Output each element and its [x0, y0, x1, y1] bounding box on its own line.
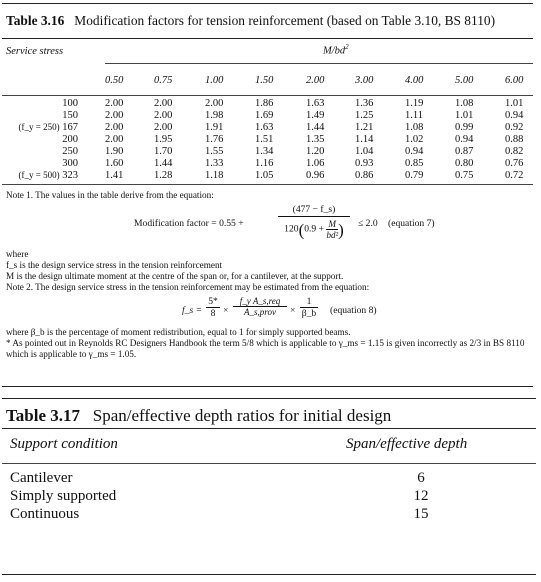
ratio-cell: 6 [417, 470, 425, 486]
factor-cell: 1.02 [405, 134, 424, 145]
factor-cell: 0.72 [505, 170, 524, 181]
service-stress-cell [2, 146, 78, 157]
ratio-cell: 15 [413, 506, 429, 522]
column-header: 5.00 [455, 75, 474, 86]
eq7-rhs: ≤ 2.0 [358, 218, 378, 229]
table-number: Table 3.16 [6, 13, 65, 28]
factor-cell: 0.94 [405, 146, 424, 157]
factor-cell: 2.00 [105, 122, 124, 133]
equation-8 [2, 293, 533, 327]
factor-cell: 0.99 [455, 122, 474, 133]
factor-cell: 1.01 [455, 110, 474, 121]
factor-cell: 1.35 [306, 134, 325, 145]
eq7-tag: (equation 7) [388, 218, 435, 229]
eq8-times-2: × [290, 305, 296, 316]
service-stress-cell [2, 98, 78, 109]
column-header: 1.00 [205, 75, 224, 86]
factor-cell: 2.00 [105, 134, 124, 145]
eq8-times-1: × [223, 305, 229, 316]
table-row [2, 110, 533, 122]
yield-note: (f_y = 250) [18, 122, 60, 132]
column-header: 2.00 [306, 75, 325, 86]
factor-cell: 1.08 [455, 98, 474, 109]
factor-cell: 1.63 [255, 122, 274, 133]
definitions-block [2, 249, 533, 293]
eq7-denominator: 120(0.9 + $\frac{M}{\text{bd²}}$ ) [278, 216, 350, 241]
factor-cell: 1.05 [255, 170, 274, 181]
eq8-fraction-1: $\frac{5*}{8}$ [206, 296, 220, 319]
eq8-fraction-2: f_y A_s,req A_s,prov [233, 296, 287, 317]
table-3-17-bottom-rule [2, 574, 536, 575]
stress-value: 323 [62, 170, 78, 181]
stress-value: 250 [62, 146, 78, 157]
yield-note: (f_y = 500) [18, 170, 60, 180]
note-1: Note 1. The values in the table derive from the equation: [6, 190, 214, 200]
table-caption-3-17 [2, 398, 536, 429]
factor-cell: 2.00 [154, 122, 173, 133]
table-3-17 [2, 398, 536, 534]
table-body [2, 96, 533, 184]
factor-cell: 1.25 [355, 110, 374, 121]
factor-cell: 2.00 [154, 98, 173, 109]
factor-cell: 1.55 [205, 146, 224, 157]
factor-cell: 1.11 [405, 110, 423, 121]
table-row [2, 134, 533, 146]
table-row [2, 146, 533, 158]
table-title-3-17: Span/effective depth ratios for initial design [92, 406, 392, 425]
stress-value: 167 [62, 122, 78, 133]
factor-cell: 0.79 [405, 170, 424, 181]
where-label: where [6, 249, 29, 259]
definition-m: M is the design ultimate moment at the centre of the span or, for a cantilever, at the support. [6, 271, 344, 281]
support-condition-header: Support condition [10, 436, 118, 452]
factor-cell: 1.14 [355, 134, 374, 145]
factor-cell: 1.63 [306, 98, 325, 109]
column-header: 0.50 [105, 75, 124, 86]
footnote-block [2, 327, 533, 360]
table-row [2, 158, 533, 170]
column-header: 4.00 [405, 75, 424, 86]
support-condition-cell: Simply supported [10, 488, 117, 504]
factor-cell: 1.16 [255, 158, 274, 169]
definition-fs: f_s is the design service stress in the tension reinforcement [6, 260, 223, 270]
factor-cell: 1.41 [105, 170, 124, 181]
stress-value: 200 [62, 134, 78, 145]
factor-cell: 0.94 [455, 134, 474, 145]
factor-cell: 1.76 [205, 134, 224, 145]
stress-value: 300 [62, 158, 78, 169]
factor-cell: 0.82 [505, 146, 524, 157]
table-row [2, 122, 533, 134]
column-header: 3.00 [355, 75, 374, 86]
header-row-1 [2, 39, 533, 63]
factor-cell: 2.00 [105, 110, 124, 121]
factor-cell: 0.93 [355, 158, 374, 169]
factor-cell: 1.60 [105, 158, 124, 169]
factor-cell: 1.51 [255, 134, 274, 145]
factor-cell: 0.94 [505, 110, 524, 121]
factor-cell: 1.08 [405, 122, 424, 133]
factor-cell: 1.01 [505, 98, 524, 109]
factor-cell: 1.04 [355, 146, 374, 157]
table-row [2, 98, 533, 110]
note-2: Note 2. The design service stress in the tension reinforcement may be estimated from the equation: [6, 282, 370, 292]
eq8-fraction-3: $\frac{1}{\beta\_b}$ [301, 296, 317, 319]
factor-cell: 1.70 [154, 146, 173, 157]
factor-cell: 2.00 [105, 98, 124, 109]
table-3-16 [2, 3, 533, 360]
factor-cell: 0.76 [505, 158, 524, 169]
footnote: * As pointed out in Reynolds RC Designers Handbook the term 5/8 which is applicable to γ_ms = 1.15 is given incorrectly as 2/3 in BS 8110 which is applicable to γ_ms = 1.05. [6, 338, 525, 359]
support-condition-cell: Continuous [10, 506, 80, 522]
factor-cell: 1.86 [255, 98, 274, 109]
factor-cell: 1.98 [205, 110, 224, 121]
definition-beta: where β_b is the percentage of moment redistribution, equal to 1 for simply supported beams. [6, 327, 351, 337]
factor-cell: 1.69 [255, 110, 274, 121]
eq8-tag: (equation 8) [330, 305, 377, 316]
table-caption [2, 3, 533, 39]
factor-cell: 1.91 [205, 122, 224, 133]
column-header: 6.00 [505, 75, 524, 86]
support-condition-cell: Cantilever [10, 470, 73, 486]
column-header: 1.50 [255, 75, 274, 86]
service-stress-cell [2, 158, 78, 169]
stress-value: 150 [62, 110, 78, 121]
factor-cell: 1.21 [355, 122, 374, 133]
factor-cell: 0.87 [455, 146, 474, 157]
table-number-3-17: Table 3.17 [6, 406, 81, 425]
factor-cell: 1.90 [105, 146, 124, 157]
notes-block [2, 190, 533, 201]
factor-cell: 1.95 [154, 134, 173, 145]
factor-cell: 1.06 [306, 158, 325, 169]
factor-cell: 1.28 [154, 170, 173, 181]
factor-cell: 0.96 [306, 170, 325, 181]
factor-cell: 1.19 [405, 98, 424, 109]
service-stress-header: Service stress [6, 46, 64, 57]
factor-cell: 1.36 [355, 98, 374, 109]
column-header-row [2, 63, 533, 96]
factor-cell: 0.88 [505, 134, 524, 145]
factor-cell: 0.92 [505, 122, 524, 133]
service-stress-cell [2, 134, 78, 145]
factor-cell: 1.20 [306, 146, 325, 157]
factor-cell: 1.44 [306, 122, 325, 133]
factor-cell: 1.34 [255, 146, 274, 157]
factor-cell: 0.75 [455, 170, 474, 181]
table-title: Modification factors for tension reinforcement (based on Table 3.10, BS 8110) [74, 13, 496, 28]
service-stress-cell [2, 110, 78, 121]
table-3-16-end-rule [2, 386, 533, 387]
eq7-lhs: Modification factor = 0.55 + [134, 218, 244, 229]
factor-cell: 1.18 [205, 170, 224, 181]
table-row [2, 170, 533, 182]
factor-cell: 0.85 [405, 158, 424, 169]
service-stress-cell [2, 122, 78, 133]
factor-cell: 1.49 [306, 110, 325, 121]
factor-cell: 1.33 [205, 158, 224, 169]
service-stress-cell [2, 170, 78, 181]
table-body-3-17 [2, 464, 536, 534]
factor-cell: 1.44 [154, 158, 173, 169]
eq8-lhs: f_s = [182, 305, 203, 316]
ratio-cell: 12 [413, 488, 429, 504]
stress-value: 100 [62, 98, 78, 109]
equation-7 [2, 201, 533, 249]
table-row [2, 470, 536, 488]
table-row [2, 506, 536, 524]
factor-cell: 0.86 [355, 170, 374, 181]
table-row [2, 488, 536, 506]
span-depth-header: Span/effective depth [346, 436, 468, 452]
eq7-numerator: (477 − f_s) [292, 204, 336, 215]
factor-cell: 2.00 [205, 98, 224, 109]
column-header: 0.75 [154, 75, 173, 86]
factor-cell: 2.00 [154, 110, 173, 121]
factor-cell: 0.80 [455, 158, 474, 169]
header-row-3-17 [2, 429, 536, 464]
mbd-header: $M/bd^2$ [323, 43, 349, 57]
table-bottom-rule [2, 184, 533, 185]
eq7-fraction [278, 204, 350, 241]
